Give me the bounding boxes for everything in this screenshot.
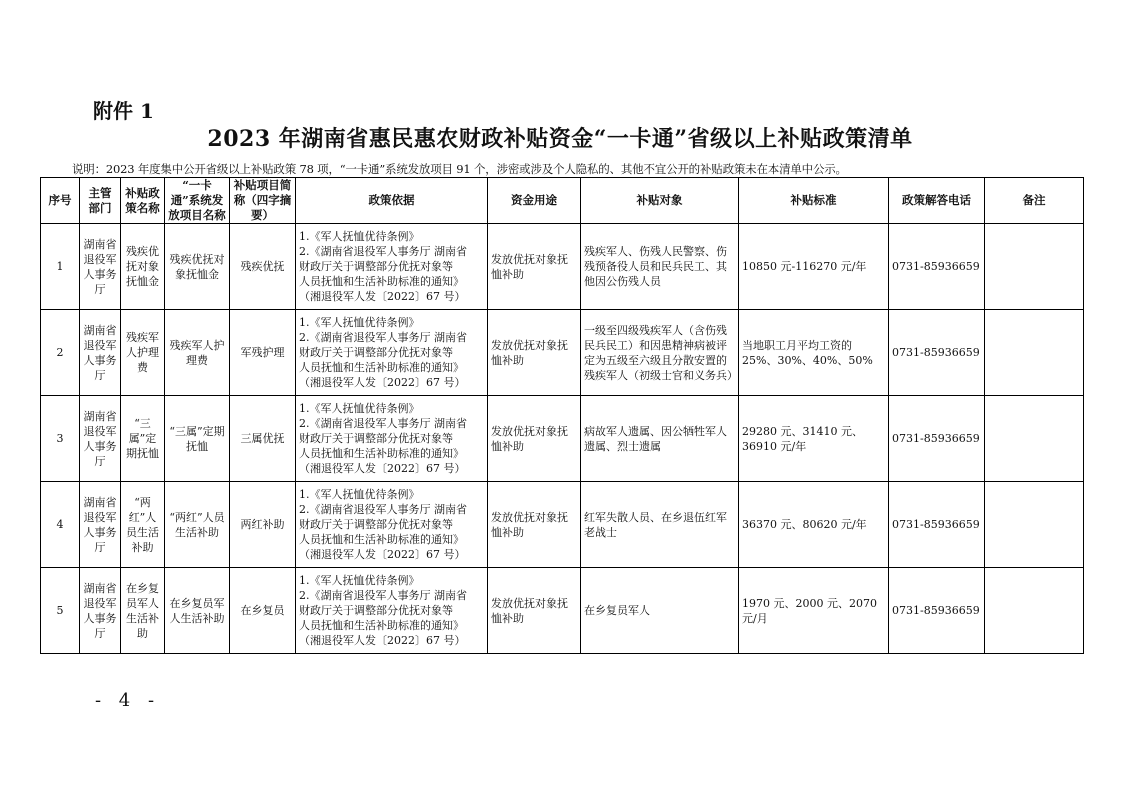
cell-system-name: 残疾军人护理费 — [165, 310, 230, 396]
cell-system-name: “两红”人员生活补助 — [165, 482, 230, 568]
table-row — [41, 482, 1084, 568]
cell-phone: 0731-85936659 — [889, 568, 985, 654]
basis-line: 2.《湖南省退役军人事务厅 湖南省 — [299, 503, 467, 516]
basis-line: （湘退役军人发〔2022〕67 号） — [299, 290, 466, 303]
cell-seq: 4 — [41, 482, 80, 568]
policy-table — [40, 177, 1084, 654]
basis-line: 1.《军人抚恤优待条例》 — [299, 574, 420, 587]
table-row — [41, 568, 1084, 654]
cell-target: 病故军人遗属、因公牺牲军人遗属、烈士遗属 — [581, 396, 739, 482]
cell-basis — [296, 482, 488, 568]
basis-line: 财政厅关于调整部分优抚对象等 — [299, 518, 453, 531]
table-row — [41, 310, 1084, 396]
header-policy-name: 补贴政策名称 — [121, 178, 165, 224]
cell-policy-name: 在乡复员军人生活补助 — [121, 568, 165, 654]
basis-line: 人员抚恤和生活补助标准的通知》 — [299, 361, 464, 374]
document-title: 2023 年湖南省惠民惠农财政补贴资金“一卡通”省级以上补贴政策清单 — [207, 126, 913, 152]
cell-remark — [985, 396, 1084, 482]
table-header-row — [41, 178, 1084, 224]
cell-usage: 发放优抚对象抚恤补助 — [488, 396, 581, 482]
basis-line: 财政厅关于调整部分优抚对象等 — [299, 432, 453, 445]
basis-line: 财政厅关于调整部分优抚对象等 — [299, 260, 453, 273]
cell-dept: 湖南省退役军人事务厅 — [80, 224, 121, 310]
cell-phone: 0731-85936659 — [889, 310, 985, 396]
table-row — [41, 396, 1084, 482]
header-usage: 资金用途 — [488, 178, 581, 224]
cell-target: 残疾军人、伤残人民警察、伤残预备役人员和民兵民工、其他因公伤残人员 — [581, 224, 739, 310]
cell-phone: 0731-85936659 — [889, 396, 985, 482]
basis-line: 2.《湖南省退役军人事务厅 湖南省 — [299, 331, 467, 344]
cell-remark — [985, 568, 1084, 654]
cell-policy-name: 残疾军人护理费 — [121, 310, 165, 396]
cell-basis — [296, 396, 488, 482]
cell-seq: 5 — [41, 568, 80, 654]
cell-remark — [985, 224, 1084, 310]
cell-seq: 2 — [41, 310, 80, 396]
basis-line: （湘退役军人发〔2022〕67 号） — [299, 462, 466, 475]
cell-abbr: 三属优抚 — [230, 396, 296, 482]
cell-usage: 发放优抚对象抚恤补助 — [488, 224, 581, 310]
cell-seq: 1 — [41, 224, 80, 310]
table-row — [41, 224, 1084, 310]
cell-standard: 1970 元、2000 元、2070 元/月 — [739, 568, 889, 654]
header-phone: 政策解答电话 — [889, 178, 985, 224]
header-standard: 补贴标准 — [739, 178, 889, 224]
cell-standard: 29280 元、31410 元、36910 元/年 — [739, 396, 889, 482]
basis-line: 2.《湖南省退役军人事务厅 湖南省 — [299, 245, 467, 258]
basis-line: 人员抚恤和生活补助标准的通知》 — [299, 447, 464, 460]
cell-target: 一级至四级残疾军人（含伤残民兵民工）和因患精神病被评定为五级至六级且分散安置的残疾军人（初级士官和义务兵） — [581, 310, 739, 396]
basis-line: 2.《湖南省退役军人事务厅 湖南省 — [299, 417, 467, 430]
page-number: - 4 - — [95, 690, 161, 711]
cell-phone: 0731-85936659 — [889, 482, 985, 568]
cell-system-name: “三属”定期抚恤 — [165, 396, 230, 482]
cell-target: 红军失散人员、在乡退伍红军老战士 — [581, 482, 739, 568]
cell-standard: 10850 元-116270 元/年 — [739, 224, 889, 310]
basis-line: （湘退役军人发〔2022〕67 号） — [299, 548, 466, 561]
cell-policy-name: 残疾优抚对象抚恤金 — [121, 224, 165, 310]
basis-line: 1.《军人抚恤优待条例》 — [299, 316, 420, 329]
cell-policy-name: “三属”定期抚恤 — [121, 396, 165, 482]
cell-dept: 湖南省退役军人事务厅 — [80, 568, 121, 654]
cell-dept: 湖南省退役军人事务厅 — [80, 482, 121, 568]
explanatory-note: 说明：2023 年度集中公开省级以上补贴政策 78 项，“一卡通”系统发放项目 91 个，涉密或涉及个人隐私的、其他不宜公开的补贴政策未在本清单中公示。 — [72, 162, 847, 176]
cell-phone: 0731-85936659 — [889, 224, 985, 310]
cell-standard: 当地职工月平均工资的 25%、30%、40%、50% — [739, 310, 889, 396]
header-system-name: “一卡通”系统发放项目名称 — [165, 178, 230, 224]
header-target: 补贴对象 — [581, 178, 739, 224]
basis-line: 财政厅关于调整部分优抚对象等 — [299, 346, 453, 359]
cell-abbr: 在乡复员 — [230, 568, 296, 654]
basis-line: （湘退役军人发〔2022〕67 号） — [299, 376, 466, 389]
basis-line: （湘退役军人发〔2022〕67 号） — [299, 634, 466, 647]
cell-basis — [296, 224, 488, 310]
cell-abbr: 军残护理 — [230, 310, 296, 396]
cell-remark — [985, 482, 1084, 568]
header-abbr: 补贴项目简称（四字摘要） — [230, 178, 296, 224]
cell-abbr: 残疾优抚 — [230, 224, 296, 310]
header-seq: 序号 — [41, 178, 80, 224]
cell-remark — [985, 310, 1084, 396]
basis-line: 财政厅关于调整部分优抚对象等 — [299, 604, 453, 617]
header-remark: 备注 — [985, 178, 1084, 224]
cell-usage: 发放优抚对象抚恤补助 — [488, 568, 581, 654]
basis-line: 人员抚恤和生活补助标准的通知》 — [299, 275, 464, 288]
header-dept: 主管部门 — [80, 178, 121, 224]
basis-line: 2.《湖南省退役军人事务厅 湖南省 — [299, 589, 467, 602]
basis-line: 1.《军人抚恤优待条例》 — [299, 488, 420, 501]
cell-usage: 发放优抚对象抚恤补助 — [488, 310, 581, 396]
cell-target: 在乡复员军人 — [581, 568, 739, 654]
cell-usage: 发放优抚对象抚恤补助 — [488, 482, 581, 568]
cell-basis — [296, 310, 488, 396]
cell-system-name: 残疾优抚对象抚恤金 — [165, 224, 230, 310]
cell-dept: 湖南省退役军人事务厅 — [80, 396, 121, 482]
cell-dept: 湖南省退役军人事务厅 — [80, 310, 121, 396]
cell-seq: 3 — [41, 396, 80, 482]
header-basis: 政策依据 — [296, 178, 488, 224]
cell-basis — [296, 568, 488, 654]
cell-standard: 36370 元、80620 元/年 — [739, 482, 889, 568]
basis-line: 1.《军人抚恤优待条例》 — [299, 230, 420, 243]
cell-abbr: 两红补助 — [230, 482, 296, 568]
cell-policy-name: “两红”人员生活补助 — [121, 482, 165, 568]
cell-system-name: 在乡复员军人生活补助 — [165, 568, 230, 654]
attachment-label: 附件 1 — [93, 99, 154, 123]
basis-line: 人员抚恤和生活补助标准的通知》 — [299, 533, 464, 546]
basis-line: 人员抚恤和生活补助标准的通知》 — [299, 619, 464, 632]
basis-line: 1.《军人抚恤优待条例》 — [299, 402, 420, 415]
